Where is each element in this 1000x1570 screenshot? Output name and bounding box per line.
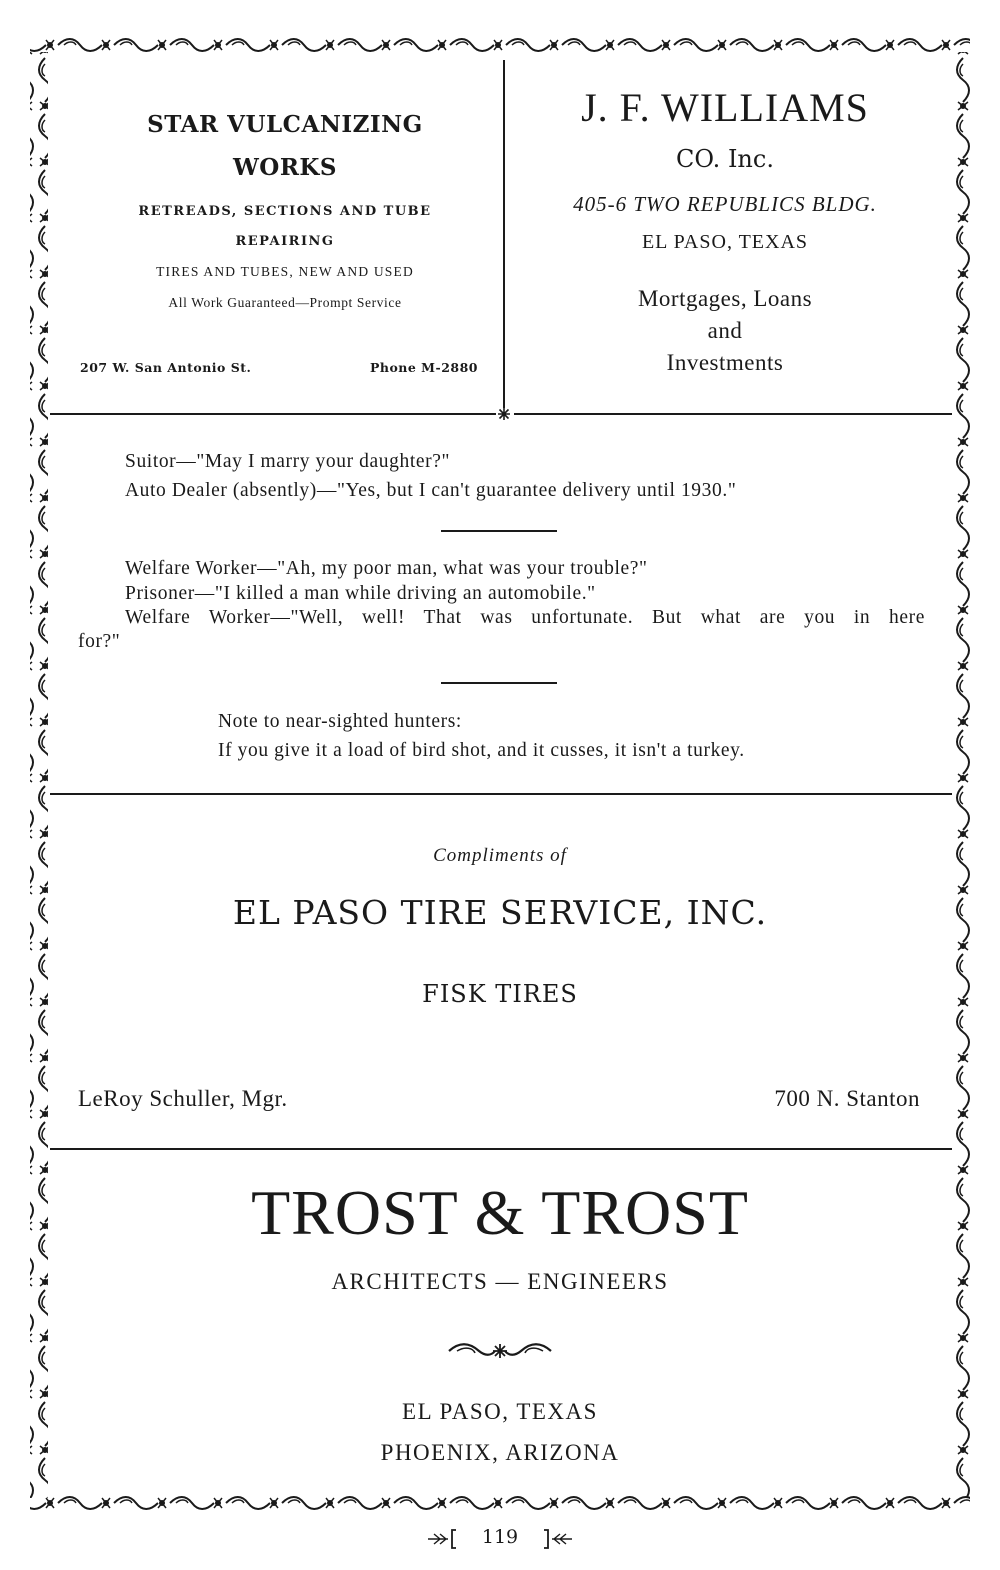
star-services-line2: REPAIRING bbox=[235, 234, 335, 249]
horizontal-divider-2 bbox=[50, 793, 952, 795]
flourish-icon bbox=[445, 1340, 555, 1362]
star-title-line1: STAR VULCANIZING bbox=[147, 111, 423, 138]
horizontal-divider-3 bbox=[50, 1148, 952, 1150]
joke-separator-2 bbox=[441, 682, 557, 684]
trost-title: TROST & TROST bbox=[251, 1177, 749, 1248]
el-paso-tire-title: EL PASO TIRE SERVICE, INC. bbox=[232, 893, 768, 932]
horizontal-divider-1 bbox=[50, 413, 496, 415]
joke2-line1: Welfare Worker—"Ah, my poor man, what was your trouble?" bbox=[125, 558, 648, 579]
manager-name: LeRoy Schuller, Mgr. bbox=[78, 1086, 288, 1111]
joke1-line1: Suitor—"May I marry your daughter?" bbox=[125, 451, 451, 472]
star-tires: TIRES AND TUBES, NEW AND USED bbox=[156, 264, 414, 279]
star-phone: Phone M-2880 bbox=[369, 360, 478, 375]
star-address: 207 W. San Antonio St. bbox=[80, 360, 252, 375]
jf-company: CO. Inc. bbox=[676, 145, 774, 173]
trost-city2: PHOENIX, ARIZONA bbox=[380, 1440, 620, 1465]
tire-address: 700 N. Stanton bbox=[774, 1086, 920, 1111]
trost-city1: EL PASO, TEXAS bbox=[402, 1399, 598, 1424]
horizontal-divider-1b bbox=[514, 413, 952, 415]
bracket-ornament-left-icon bbox=[426, 1527, 466, 1551]
joke3-line2: If you give it a load of bird shot, and it cusses, it isn't a turkey. bbox=[218, 740, 745, 761]
joke1-line2: Auto Dealer (absently)—"Yes, but I can't guarantee delivery until 1930." bbox=[125, 480, 737, 501]
jf-address: 405-6 TWO REPUBLICS BLDG. bbox=[573, 192, 877, 216]
star-services-line1: RETREADS, SECTIONS AND TUBE bbox=[138, 204, 432, 219]
compliments-of: Compliments of bbox=[433, 845, 567, 866]
star-guarantee: All Work Guaranteed—Prompt Service bbox=[168, 295, 402, 310]
vertical-divider bbox=[503, 60, 505, 408]
fisk-tires: FISK TIRES bbox=[422, 980, 578, 1008]
jf-title: J. F. WILLIAMS bbox=[581, 85, 869, 130]
jf-line3: Investments bbox=[666, 350, 784, 375]
page-number: 119 bbox=[481, 1526, 519, 1548]
joke3-line1: Note to near-sighted hunters: bbox=[218, 711, 462, 732]
joke2-line4: for?" bbox=[78, 631, 121, 652]
page-number-block bbox=[420, 1524, 580, 1554]
star-title-line2: WORKS bbox=[232, 154, 338, 181]
jf-line1: Mortgages, Loans bbox=[637, 286, 813, 311]
jf-line2: and bbox=[707, 318, 743, 343]
joke-separator-1 bbox=[441, 530, 557, 532]
asterisk-ornament-icon bbox=[497, 407, 511, 421]
bracket-ornament-right-icon bbox=[534, 1527, 574, 1551]
joke2-line3: Welfare Worker—"Well, well! That was unfortunate. But what are you in here bbox=[125, 607, 925, 628]
joke2-line2: Prisoner—"I killed a man while driving an automobile." bbox=[125, 583, 596, 604]
trost-subtitle: ARCHITECTS — ENGINEERS bbox=[331, 1269, 669, 1294]
jf-city: EL PASO, TEXAS bbox=[641, 231, 809, 253]
